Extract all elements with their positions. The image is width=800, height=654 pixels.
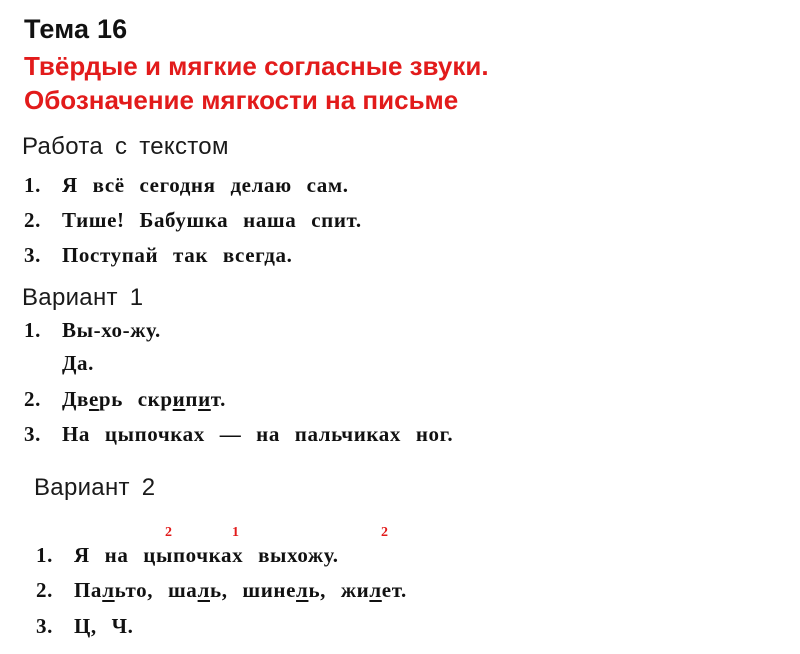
section-heading-text-work: Работа с текстом xyxy=(22,133,229,160)
stress-count-mark: 2 xyxy=(381,525,388,540)
underlined-letter: л xyxy=(296,578,309,602)
item-text: Я на цыпочках выхожу. xyxy=(74,543,339,567)
stress-count-mark: 1 xyxy=(232,525,239,540)
item-number: 3. xyxy=(24,422,41,446)
list-item xyxy=(24,208,362,233)
section-heading-variant-1: Вариант 1 xyxy=(22,284,144,311)
word-part: рь xyxy=(98,387,123,411)
item-number: 2. xyxy=(24,387,41,411)
word-part: ьто, xyxy=(114,578,154,602)
section-heading-variant-2: Вариант 2 xyxy=(34,474,156,501)
word-part: ет. xyxy=(381,578,407,602)
word-part: ша xyxy=(153,578,198,602)
item-text: Тише! Бабушка наша спит. xyxy=(62,208,362,232)
list-item xyxy=(36,578,407,603)
underlined-letter: л xyxy=(369,578,382,602)
item-text-continuation: Да. xyxy=(62,351,94,375)
subtitle-line-1: Твёрдые и мягкие согласные звуки. xyxy=(24,51,489,81)
list-item xyxy=(24,387,226,412)
list-item xyxy=(36,614,134,639)
list-item xyxy=(24,422,453,447)
subtitle-line-2: Обозначение мягкости на письме xyxy=(24,85,459,115)
item-text: На цыпочках — на пальчиках ног. xyxy=(62,422,454,446)
word-part: Па xyxy=(74,578,103,602)
item-text: Поступай так всегда. xyxy=(62,243,293,267)
word-part: жи xyxy=(326,578,370,602)
list-item xyxy=(24,318,161,343)
word-part: т. xyxy=(210,387,226,411)
word-part: шине xyxy=(227,578,297,602)
item-number: 1. xyxy=(24,173,41,197)
list-item xyxy=(24,243,292,268)
word-part: Дв xyxy=(62,387,89,411)
underlined-letter: и xyxy=(198,387,211,411)
underlined-letter: л xyxy=(102,578,115,602)
item-number: 2. xyxy=(24,208,41,232)
list-item xyxy=(36,543,339,568)
item-text: Я всё сегодня делаю сам. xyxy=(62,173,349,197)
list-item xyxy=(24,173,349,198)
underlined-letter: и xyxy=(172,387,186,411)
item-number: 3. xyxy=(24,243,41,267)
item-text: Ц, Ч. xyxy=(74,614,134,638)
item-number: 1. xyxy=(24,318,41,342)
word-part: скр xyxy=(122,387,173,411)
item-number: 2. xyxy=(36,578,53,602)
topic-title: Тема 16 xyxy=(24,14,128,44)
word-part: ь, xyxy=(209,578,228,602)
word-part: п xyxy=(185,387,199,411)
item-number: 1. xyxy=(36,543,53,567)
item-number: 3. xyxy=(36,614,53,638)
stress-count-mark: 2 xyxy=(165,525,172,540)
underlined-letter: е xyxy=(89,387,99,411)
underlined-letter: л xyxy=(197,578,210,602)
item-text: Вы-хо-жу. xyxy=(62,318,161,342)
word-part: ь, xyxy=(308,578,326,602)
